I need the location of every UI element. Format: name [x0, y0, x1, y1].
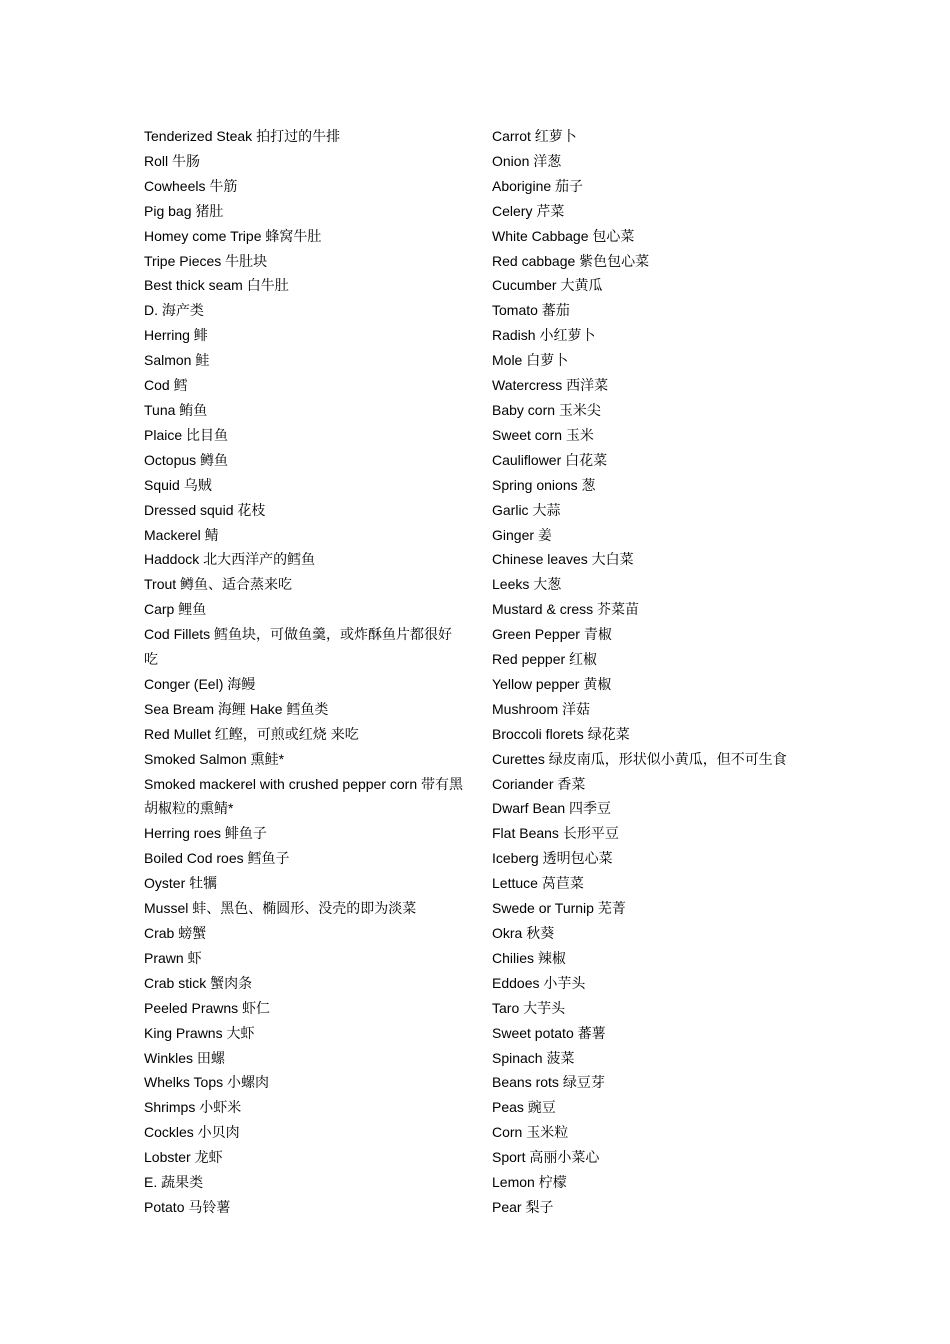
vocab-entry: Cucumber 大黄瓜 — [492, 277, 603, 294]
vocab-entry: Trout 鳟鱼、适合蒸来吃 — [144, 576, 293, 593]
vocab-entry: White Cabbage 包心菜 — [492, 227, 635, 244]
vocab-entry: Tenderized Steak 拍打过的牛排 — [144, 128, 341, 144]
vocab-entry: Mackerel 鲭 — [144, 526, 219, 543]
vocab-entry: Ginger 姜 — [492, 526, 552, 543]
vocab-entry: Radish 小红萝卜 — [492, 327, 596, 344]
vocab-entry: Crab 螃蟹 — [144, 925, 207, 941]
vocab-entry: Roll 牛肠 — [144, 152, 201, 169]
section-heading-seafood: D. 海产类 — [144, 302, 204, 319]
vocab-entry: Salmon 鲑 — [144, 352, 210, 369]
vocab-entry: Crab stick 蟹肉条 — [144, 974, 253, 991]
vocab-entry: Aborigine 茄子 — [492, 177, 584, 194]
vocab-entry: Potato 马铃薯 — [144, 1198, 231, 1215]
vocab-entry: Flat Beans 长形平豆 — [492, 825, 619, 842]
vocab-entry: Peas 豌豆 — [492, 1099, 556, 1116]
vocab-entry: Cod 鳕 — [144, 377, 188, 394]
vocab-entry: Carrot 红萝卜 — [492, 128, 577, 144]
vocab-entry: Cauliflower 白花菜 — [492, 451, 608, 468]
vocab-entry: Winkles 田螺 — [144, 1049, 225, 1066]
vocab-entry: Best thick seam 白牛肚 — [144, 277, 289, 294]
vocab-entry: Pig bag 猪肚 — [144, 202, 224, 219]
vocab-entry: Herring 鲱 — [144, 327, 208, 344]
vocab-entry: Sweet potato 蕃薯 — [492, 1024, 606, 1041]
vocab-entry: Plaice 比目鱼 — [144, 426, 229, 443]
vocab-entry: Corn 玉米粒 — [492, 1124, 569, 1141]
vocab-entry: Celery 芹菜 — [492, 202, 565, 219]
vocab-entry: Boiled Cod roes 鳕鱼子 — [144, 850, 290, 867]
vocab-entry: Green Pepper 青椒 — [492, 626, 612, 643]
vocab-entry: Mustard & cress 芥菜苗 — [492, 601, 640, 618]
vocab-entry: Spinach 菠菜 — [492, 1049, 575, 1066]
vocab-entry: Red pepper 红椒 — [492, 651, 598, 668]
vocab-entry: Spring onions 葱 — [492, 476, 596, 493]
vocab-entry: Squid 乌贼 — [144, 476, 212, 493]
vocab-entry: Taro 大芋头 — [492, 999, 566, 1016]
vocab-entry: Tuna 鲔鱼 — [144, 401, 208, 418]
vocab-entry: Mushroom 洋菇 — [492, 700, 591, 717]
vocab-entry: Sweet corn 玉米 — [492, 426, 594, 443]
vocab-entry: Sport 高丽小菜心 — [492, 1149, 600, 1166]
vocab-entry: Mole 白萝卜 — [492, 352, 569, 369]
vocab-entry: Herring roes 鲱鱼子 — [144, 825, 267, 842]
vocab-entry: Eddoes 小芋头 — [492, 974, 586, 991]
vocab-entry: Iceberg 透明包心菜 — [492, 850, 613, 867]
vocab-entry: Onion 洋葱 — [492, 152, 562, 169]
vocab-entry: Whelks Tops 小螺肉 — [144, 1074, 269, 1091]
vocab-entry: Cowheels 牛筋 — [144, 177, 238, 194]
vocab-entry: Dressed squid 花枝 — [144, 501, 266, 518]
vocab-entry: Cockles 小贝肉 — [144, 1124, 240, 1141]
vocab-entry: Leeks 大葱 — [492, 576, 562, 593]
vocabulary-list-right — [492, 124, 822, 1220]
vocab-entry: Dwarf Bean 四季豆 — [492, 800, 612, 817]
vocab-entry: Lettuce 莴苣菜 — [492, 875, 584, 892]
vocab-entry: Smoked mackerel with crushed pepper corn 带有黑胡椒粒的熏鲭* — [144, 775, 464, 817]
vocab-entry: Tripe Pieces 牛肚块 — [144, 252, 268, 269]
vocab-entry: Beans rots 绿豆芽 — [492, 1074, 605, 1091]
vocab-entry: Baby corn 玉米尖 — [492, 401, 601, 418]
section-heading-vegetables-fruits: E. 蔬果类 — [144, 1174, 204, 1191]
vocab-entry: Haddock 北大西洋产的鳕鱼 — [144, 551, 316, 568]
vocab-entry: Yellow pepper 黄椒 — [492, 675, 612, 692]
vocab-entry: Sea Bream 海鲤 Hake 鳕鱼类 — [144, 700, 329, 717]
vocab-entry: Pear 梨子 — [492, 1198, 554, 1215]
vocab-entry: Smoked Salmon 熏鲑* — [144, 750, 285, 767]
vocab-entry: Chilies 辣椒 — [492, 949, 566, 966]
vocabulary-list-left — [144, 124, 474, 1220]
vocab-entry: Shrimps 小虾米 — [144, 1099, 242, 1116]
vocab-entry: Garlic 大蒜 — [492, 501, 561, 518]
vocab-entry: Conger (Eel) 海鳗 — [144, 675, 256, 692]
vocab-entry: Chinese leaves 大白菜 — [492, 551, 634, 568]
vocab-entry: Carp 鲤鱼 — [144, 601, 207, 618]
vocab-entry: Red Mullet 红鲣，可煎或红烧 来吃 — [144, 725, 359, 742]
vocab-entry: Lobster 龙虾 — [144, 1149, 223, 1166]
vocab-entry: Red cabbage 紫色包心菜 — [492, 252, 650, 269]
vocab-entry: Tomato 蕃茄 — [492, 302, 570, 319]
vocab-entry: Oyster 牡犡 — [144, 875, 218, 892]
vocab-entry: Cod Fillets 鳕鱼块，可做鱼羹，或炸酥鱼片都很好吃 — [144, 626, 453, 668]
vocab-entry: Okra 秋葵 — [492, 925, 555, 941]
vocab-entry: Coriander 香菜 — [492, 775, 586, 792]
vocab-entry: Peeled Prawns 虾仁 — [144, 999, 271, 1016]
vocab-entry: Watercress 西洋菜 — [492, 377, 609, 394]
vocab-entry: Curettes 绿皮南瓜，形状似小黄瓜，但不可生食 — [492, 750, 787, 767]
vocab-entry: Octopus 鳟鱼 — [144, 451, 229, 468]
vocab-entry: Homey come Tripe 蜂窝牛肚 — [144, 227, 322, 244]
vocab-entry: Prawn 虾 — [144, 949, 202, 966]
vocab-entry: Broccoli florets 绿花菜 — [492, 725, 630, 742]
vocab-entry: Swede or Turnip 芜菁 — [492, 900, 626, 917]
vocab-entry: Mussel 蚌、黑色、椭圆形、没壳的即为淡菜 — [144, 900, 417, 917]
vocab-entry: King Prawns 大虾 — [144, 1024, 255, 1041]
vocab-entry: Lemon 柠檬 — [492, 1174, 567, 1191]
